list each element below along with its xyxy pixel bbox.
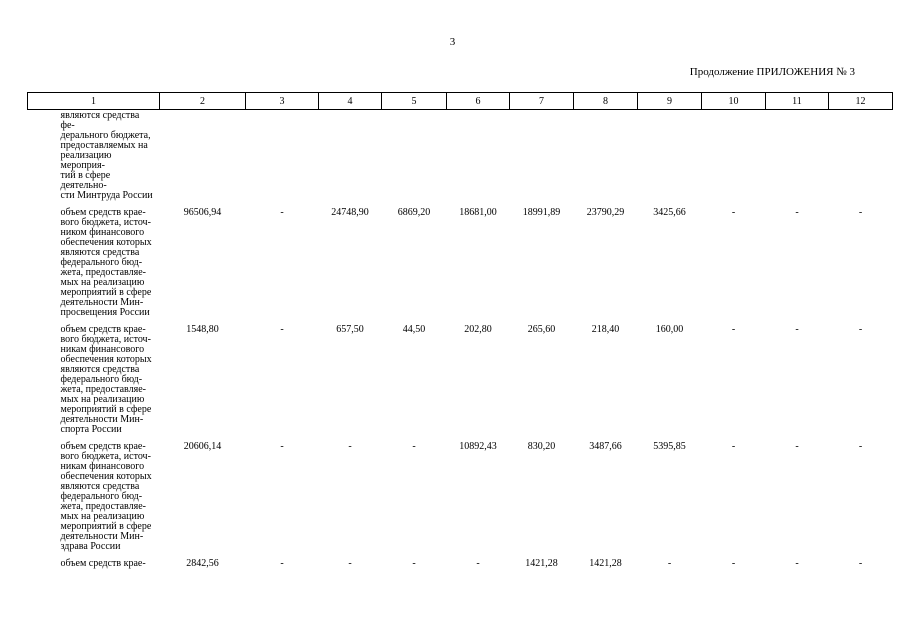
row-description: объем средств крае- вого бюджета, источ- ником финансового обеспечения которых являются средства федерального бюд- жета, предоставляе- мых на реализацию мероприятий в сфере деятельности Мин- просвещения России (60, 207, 152, 318)
cell-value: 3425,66 (653, 207, 686, 218)
column-header: 11 (766, 93, 829, 110)
cell-value: 657,50 (336, 324, 364, 335)
cell-value: - (858, 441, 863, 452)
cell-value: 202,80 (464, 324, 492, 335)
cell-value: 18991,89 (522, 207, 561, 218)
continuation-title: Продолжение ПРИЛОЖЕНИЯ № 3 (689, 66, 855, 78)
cell-value: - (731, 324, 736, 335)
cell-value (160, 110, 246, 202)
cell-value: 20606,14 (183, 441, 222, 452)
cell-value: - (476, 558, 480, 569)
cell-value: 1421,28 (525, 558, 558, 569)
cell-value: - (412, 441, 416, 452)
cell-value: - (795, 558, 799, 569)
cell-value: 44,50 (402, 324, 426, 335)
cell-value: - (280, 207, 284, 218)
column-header: 8 (574, 93, 638, 110)
column-header: 4 (319, 93, 382, 110)
cell-value: 265,60 (527, 324, 556, 335)
column-header: 3 (246, 93, 319, 110)
page-number: 3 (449, 36, 456, 48)
cell-value: - (280, 324, 284, 335)
cell-value (447, 110, 510, 202)
column-header: 12 (829, 93, 893, 110)
cell-value: - (795, 441, 799, 452)
table-row (28, 201, 893, 318)
cell-value (638, 110, 702, 202)
cell-value: - (280, 441, 284, 452)
cell-value: - (858, 558, 863, 569)
column-header: 6 (447, 93, 510, 110)
cell-value (829, 110, 893, 202)
cell-value: - (858, 207, 863, 218)
cell-value: - (280, 558, 284, 569)
cell-value: 24748,90 (331, 207, 369, 218)
cell-value: - (348, 558, 352, 569)
cell-value (382, 110, 447, 202)
cell-value: 10892,43 (459, 441, 497, 452)
cell-value: - (858, 324, 863, 335)
cell-value: - (731, 207, 736, 218)
budget-table (27, 92, 893, 569)
column-header: 9 (638, 93, 702, 110)
cell-value (319, 110, 382, 202)
cell-value (702, 110, 766, 202)
cell-value: 96506,94 (183, 207, 222, 218)
cell-value: - (795, 324, 799, 335)
cell-value (246, 110, 319, 202)
cell-value: 1548,80 (186, 324, 219, 335)
cell-value: 5395,85 (653, 441, 686, 452)
cell-value: 160,00 (655, 324, 684, 335)
table-row (28, 552, 893, 569)
row-description: объем средств крае- вого бюджета, источ- никам финансового обеспечения которых являются средства федерального бюд- жета, предоставляе- мых на реализацию мероприятий в сфере деятельности Мин- спорта России (60, 324, 152, 435)
cell-value (574, 110, 638, 202)
column-header: 10 (702, 93, 766, 110)
table-row (28, 318, 893, 435)
column-header: 1 (28, 93, 160, 110)
column-header: 2 (160, 93, 246, 110)
table-row (28, 110, 893, 202)
cell-value: - (412, 558, 416, 569)
cell-value: 1421,28 (589, 558, 622, 569)
cell-value: 218,40 (591, 324, 620, 335)
row-description: являются средства фе- дерального бюджета, предоставляемых на реализацию мероприя- тий в сфере деятельно- сти Минтруда России (60, 110, 153, 201)
row-description: объем средств крае- вого бюджета, источ- никам финансового обеспечения которых являются средства федерального бюд- жета, предоставляе- мых на реализацию мероприятий в сфере деятельности Мин- здрава России (60, 441, 152, 552)
cell-value: 3487,66 (589, 441, 622, 452)
column-header: 5 (382, 93, 447, 110)
cell-value: 18681,00 (459, 207, 497, 218)
cell-value (510, 110, 574, 202)
cell-value: 830,20 (527, 441, 556, 452)
cell-value: - (731, 558, 736, 569)
cell-value (766, 110, 829, 202)
table-row (28, 435, 893, 552)
column-header: 7 (510, 93, 574, 110)
cell-value: - (348, 441, 352, 452)
cell-value: - (667, 558, 672, 569)
header-row (28, 93, 893, 110)
cell-value: - (795, 207, 799, 218)
row-description: объем средств крае- (60, 558, 146, 569)
cell-value: 2842,56 (186, 558, 219, 569)
cell-value: - (731, 441, 736, 452)
cell-value: 6869,20 (397, 207, 431, 218)
cell-value: 23790,29 (586, 207, 625, 218)
